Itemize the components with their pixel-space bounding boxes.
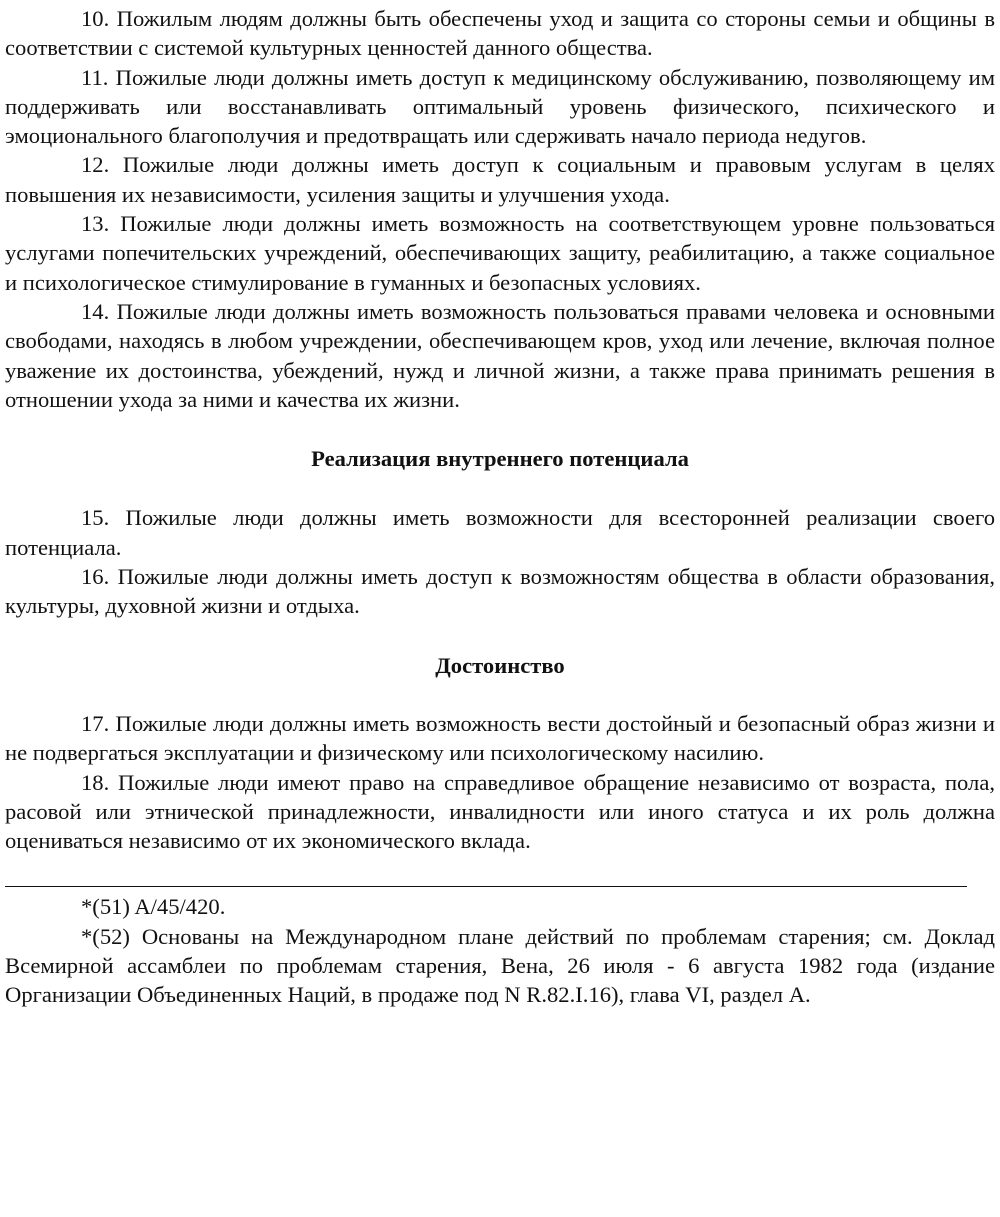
paragraph-12: 12. Пожилые люди должны иметь доступ к социальным и правовым услугам в целях повышения их независимости, усиления защиты и улучшения ухода. <box>5 152 995 207</box>
paragraph-17: 17. Пожилые люди должны иметь возможность вести достойный и безопасный образ жизни и не подвергаться эксплуатации и физическому или психологическому насилию. <box>5 710 995 766</box>
spacer <box>5 414 995 444</box>
footnote-52: *(52) Основаны на Международном плане действий по проблемам старения; см. Доклад Всемирной ассамблеи по проблемам старения, Вена, 26 июля - 6 августа 1982 года (издание Организации Объединенных Наций, в продаже под N R.82.I.16), глава VI, раздел А. <box>5 923 995 1008</box>
spacer <box>5 621 995 651</box>
paragraph-16: 16. Пожилые люди должны иметь доступ к возможностям общества в области образования, культуры, духовной жизни и отдыха. <box>5 564 995 619</box>
paragraph-14: 14. Пожилые люди должны иметь возможность пользоваться правами человека и основными свободами, находясь в любом учреждении, обеспечивающем кров, уход или лечение, включая полное уважение их достоинства, убеждений, нужд и личной жизни, а также права принимать решения в отношении ухода за ними и качества их жизни. <box>5 298 995 412</box>
section-heading-self-fulfilment: Реализация внутреннего потенциала <box>311 446 689 472</box>
document-page <box>5 0 995 1010</box>
footnote-51: *(51) A/45/420. <box>81 894 226 920</box>
spacer <box>5 855 995 886</box>
spacer <box>5 680 995 709</box>
paragraph-10: 10. Пожилым людям должны быть обеспечены уход и защита со стороны семьи и общины в соответствии с системой культурных ценностей данного общества. <box>5 6 995 61</box>
section-heading-dignity: Достоинство <box>435 652 565 678</box>
paragraph-18: 18. Пожилые люди имеют право на справедливое обращение независимо от возраста, пола, расовой или этнической принадлежности, инвалидности или иного статуса и их роль должна оцениваться независимо от их экономического вклада. <box>5 769 995 854</box>
footnote-separator <box>5 886 967 887</box>
paragraph-13: 13. Пожилые люди должны иметь возможность на соответствующем уровне пользоваться услугами попечительских учреждений, обеспечивающих защиту, реабилитацию, а также социальное и психологическое стимулирование в гуманных и безопасных условиях. <box>5 211 995 295</box>
spacer <box>5 473 995 503</box>
paragraph-15: 15. Пожилые люди должны иметь возможности для всесторонней реализации своего потенциала. <box>5 505 995 560</box>
paragraph-11: 11. Пожилые люди должны иметь доступ к медицинскому обслуживанию, позволяющему им поддерживать или восстанавливать оптимальный уровень физического, психического и эмоционального благополучия и предотвращать или сдерживать начало периода недугов. <box>5 64 995 149</box>
